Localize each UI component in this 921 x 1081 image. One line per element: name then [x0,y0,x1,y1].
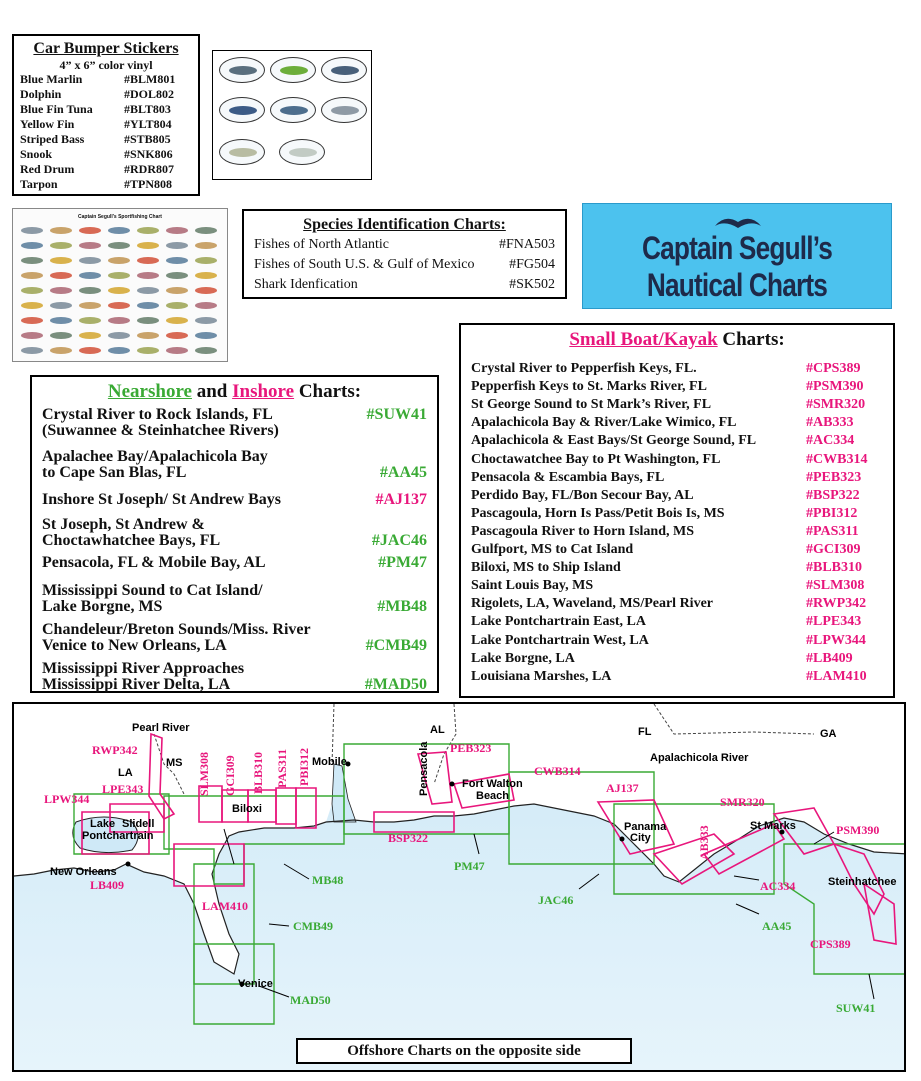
map-chart-slm308: SLM308 [197,751,211,796]
logo-line-1: Captain Segull’s [641,230,833,266]
smallboat-item-name: Pepperfish Keys to St. Marks River, FL [471,379,707,395]
map-label-slidell: Slidell [122,818,155,830]
poster-fish-icon [79,347,101,354]
brand-logo [582,203,892,309]
species-item-name: Fishes of South U.S. & Gulf of Mexico [254,257,475,272]
smallboat-item [471,633,883,649]
sticker-thumb [270,57,316,83]
bumper-item [20,162,192,177]
smallboat-item-code: #CWB314 [806,451,868,467]
map-label-steinhatchee: Steinhatchee [828,876,897,888]
bumper-list [20,72,192,192]
map-label-ms: MS [166,757,183,769]
smallboat-item-name: St George Sound to St Mark’s River, FL [471,397,712,413]
map-chart-lpe343: LPE343 [102,782,144,796]
smallboat-item-name: Lake Pontchartrain East, LA [471,614,646,630]
smallboat-item-code: #PEB323 [806,469,862,485]
poster-fish-icon [195,317,217,324]
nearshore-item-line2: Lake Borgne, MS [42,598,163,615]
poster-fish-icon [79,242,101,249]
species-item-code: #FNA503 [498,237,555,252]
smallboat-item [471,379,883,395]
smallboat-item [471,361,883,377]
map-chart-lpw344: LPW344 [44,792,90,806]
species-item [254,235,555,255]
map-label-fl: FL [638,726,652,738]
poster-fish-icon [50,317,72,324]
poster-fish-icon [195,287,217,294]
bumper-item-name: Striped Bass [20,132,85,146]
smallboat-item-code: #SMR320 [806,397,866,413]
bumper-item-code: #SNK806 [124,147,173,161]
poster-fish-icon [137,317,159,324]
poster-fish-icon [108,287,130,294]
smallboat-item-name: Louisiana Marshes, LA [471,668,612,684]
poster-title: Captain Segull's Sportfishing Chart [78,214,162,220]
bumper-item-code: #TPN808 [124,177,172,191]
map-chart-lam410: LAM410 [202,899,248,913]
smallboat-item [471,470,883,486]
bumper-item-code: #BLM801 [124,72,176,86]
map-chart-aa45: AA45 [762,919,792,933]
smallboat-item-name: Apalachicola Bay & River/Lake Wimico, FL [471,415,737,431]
smallboat-item-name: Choctawatchee Bay to Pt Washington, FL [471,451,721,467]
map-chart-cps389: CPS389 [810,937,851,951]
bumper-item [20,177,192,192]
map-label-fort-walton-beach: Beach [476,790,510,802]
smallboat-item-code: #CPS389 [806,361,861,376]
bumper-item [20,132,192,147]
poster-fish-icon [166,317,188,324]
map-chart-pas311: PAS311 [275,748,289,788]
map-chart-rwp342: RWP342 [92,743,138,757]
poster-fish-icon [79,332,101,339]
poster-fish-icon [195,272,217,279]
map-label-la: LA [118,767,133,779]
nearshore-item [42,622,427,654]
nearshore-title-and: and [196,381,228,402]
map-chart-lb409: LB409 [90,878,125,892]
bumper-item-code: #DOL802 [124,87,175,101]
smallboat-item-name: Pensacola & Escambia Bays, FL [471,469,665,485]
poster-fish-icon [195,257,217,264]
nearshore-item-line1: Inshore St Joseph/ St Andrew Bays [42,491,282,508]
poster-fish-icon [21,302,43,309]
nearshore-item [42,555,427,571]
smallboat-item-code: #LPE343 [806,614,862,630]
sticker-thumb [279,139,325,165]
map-label-fort-walton: Fort Walton [462,778,523,790]
map-chart-suw41: SUW41 [836,1001,876,1015]
bumper-item-name: Blue Fin Tuna [20,102,93,116]
smallboat-item [471,524,883,540]
poster-fish-icon [50,332,72,339]
smallboat-item-code: #LPW344 [806,632,866,648]
map-chart-cmb49: CMB49 [293,919,333,933]
species-poster-thumbnail [12,208,228,362]
poster-fish-icon [108,257,130,264]
map-label-ga: GA [820,728,837,740]
nearshore-title-c: Charts: [298,381,362,402]
map-chart-bsp322: BSP322 [388,831,429,845]
smallboat-item-name: Pascagoula, Horn Is Pass/Petit Bois Is, MS [471,505,725,521]
bumper-item [20,102,192,117]
nearshore-title [42,380,427,404]
poster-fish-icon [108,242,130,249]
map-chart-gci309: GCI309 [223,755,237,796]
smallboat-item-code: #RWP342 [806,596,867,612]
poster-fish-icon [166,302,188,309]
poster-fish-icon [79,317,101,324]
sticker-thumb [270,97,316,123]
smallboat-item-code: #PSM390 [806,379,864,395]
nearshore-title-b: Inshore [232,381,295,402]
nearshore-item-code: #MB48 [377,598,427,615]
smallboat-item-code: #PBI312 [806,505,858,521]
poster-fish-icon [137,332,159,339]
map-chart-jac46: JAC46 [538,893,574,907]
species-charts-panel [242,209,567,299]
species-item-code: #SK502 [509,277,555,292]
sticker-thumb [321,97,367,123]
smallboat-item [471,560,883,576]
nearshore-item-line1: Mississippi Sound to Cat Island/ [42,582,263,599]
smallboat-item-code: #BLB310 [806,560,863,576]
nearshore-item-line1: Pensacola, FL & Mobile Bay, AL [42,554,266,571]
coverage-map [12,702,906,1072]
smallboat-item [471,433,883,449]
species-item [254,275,555,295]
bumper-item-name: Blue Marlin [20,72,83,86]
nearshore-item-code: #SUW41 [366,406,427,423]
smallboat-title [471,328,883,352]
map-chart-pm47: PM47 [454,859,485,873]
poster-fish-icon [166,272,188,279]
smallboat-item [471,415,883,431]
nearshore-item-line1: Apalachee Bay/Apalachicola Bay [42,448,268,465]
bumper-title: Car Bumper Stickers [33,40,179,57]
smallboat-item [471,397,883,413]
map-label-panama: Panama [624,821,667,833]
nearshore-item-line1: Chandeleur/Breton Sounds/Miss. River [42,621,311,638]
nearshore-inshore-panel [30,375,439,693]
smallboat-item-name: Perdido Bay, FL/Bon Secour Bay, AL [471,487,694,503]
nearshore-title-a: Nearshore [107,381,192,402]
smallboat-item-code: #GCI309 [806,542,861,557]
poster-fish-icon [21,257,43,264]
bumper-subtitle: 4” x 6” color vinyl [59,58,153,72]
poster-fish-icon [166,242,188,249]
bumper-item-name: Yellow Fin [20,117,75,131]
poster-fish-icon [21,332,43,339]
map-label-new-orleans: New Orleans [50,866,117,878]
bumper-item-name: Dolphin [20,87,62,101]
map-chart-ab333: AB333 [697,825,711,860]
poster-fish-icon [50,227,72,234]
map-label-al: AL [430,724,445,736]
map-chart-mad50: MAD50 [290,993,331,1007]
poster-fish-icon [108,332,130,339]
poster-fish-icon [21,317,43,324]
bumper-item-code: #STB805 [124,132,171,146]
nearshore-item [42,517,427,549]
bumper-item-name: Tarpon [20,177,58,191]
poster-fish-icon [108,347,130,354]
poster-fish-icon [50,347,72,354]
poster-fish-icon [137,347,159,354]
poster-fish-icon [195,332,217,339]
poster-fish-icon [166,287,188,294]
poster-fish-icon [108,272,130,279]
smallboat-item-code: #AC334 [806,433,855,449]
smallboat-item [471,596,883,612]
smallboat-item [471,614,883,630]
nearshore-item-code: #PM47 [378,554,427,571]
poster-fish-icon [79,272,101,279]
smallboat-item-name: Rigolets, LA, Waveland, MS/Pearl River [471,596,713,612]
map-label-city: City [630,832,651,844]
poster-fish-icon [137,287,159,294]
map-label-st-marks: St Marks [750,820,796,832]
poster-fish-icon [137,242,159,249]
map-label-pontchartrain: Pontchartrain [82,830,154,842]
species-item-name: Fishes of North Atlantic [254,237,389,252]
smallboat-item-code: #LAM410 [806,668,867,684]
map-label-mobile: Mobile [312,756,347,768]
sticker-thumb [321,57,367,83]
poster-fish-icon [137,272,159,279]
poster-fish-icon [195,302,217,309]
smallboat-item [471,542,883,558]
smallboat-item-code: #AB333 [806,415,854,431]
smallboat-item-name: Gulfport, MS to Cat Island [471,542,634,557]
smallboat-item-name: Lake Pontchartrain West, LA [471,632,649,648]
poster-fish-icon [21,242,43,249]
map-chart-ac334: AC334 [760,879,796,893]
map-chart-smr320: SMR320 [720,795,765,809]
map-label-pearl-river: Pearl River [132,722,190,734]
poster-fish-icon [50,242,72,249]
poster-fish-icon [166,227,188,234]
sticker-thumb [219,97,265,123]
smallboat-item [471,488,883,504]
map-chart-pbi312: PBI312 [297,747,311,786]
nearshore-item-code: #AA45 [379,464,427,481]
bumper-item-code: #YLT804 [124,117,172,131]
nearshore-item-code: #CMB49 [365,637,427,654]
small-boat-kayak-panel [459,323,895,698]
nearshore-item-line1: Mississippi River Approaches [42,660,245,677]
smallboat-item-name: Biloxi, MS to Ship Island [471,560,621,576]
sticker-thumb [219,57,265,83]
poster-fish-icon [79,287,101,294]
poster-fish-icon [195,347,217,354]
species-item [254,255,555,275]
smallboat-item-name: Pascagoula River to Horn Island, MS [471,523,694,539]
poster-fish-icon [21,272,43,279]
map-chart-blb310: BLB310 [251,751,265,794]
nearshore-item-code: #MAD50 [364,676,427,693]
map-chart-psm390: PSM390 [836,823,880,837]
species-item-name: Shark Idenfication [254,277,358,292]
nearshore-item [42,449,427,481]
poster-fish-icon [50,272,72,279]
poster-fish-icon [137,302,159,309]
bumper-item-code: #BLT803 [124,102,171,116]
poster-fish-icon [79,227,101,234]
smallboat-item-name: Apalachicola & East Bays/St George Sound, FL [471,433,757,449]
bumper-item-name: Snook [20,147,53,161]
smallboat-item-name: Saint Louis Bay, MS [471,578,594,594]
offshore-note: Offshore Charts on the opposite side [296,1038,632,1064]
map-label-apalachicola-river: Apalachicola River [650,752,749,764]
poster-fish-icon [166,347,188,354]
poster-fish-icon [137,257,159,264]
sticker-thumb [219,139,265,165]
species-item-code: #FG504 [509,257,555,272]
poster-fish-icon [108,317,130,324]
bumper-item [20,87,192,102]
bumper-item [20,72,192,87]
nearshore-item [42,492,427,508]
logo-line-2: Nautical Charts [646,267,828,303]
sticker-thumbnails [212,50,372,180]
nearshore-item [42,407,427,439]
map-label-pensacola: Pensacola [418,741,430,796]
poster-fish-icon [108,227,130,234]
map-chart-mb48: MB48 [312,873,344,887]
species-list [254,235,555,295]
smallboat-item [471,578,883,594]
poster-fish-icon [108,302,130,309]
nearshore-item-code: #AJ137 [375,491,427,508]
poster-fish-icon [137,227,159,234]
poster-fish-icon [50,257,72,264]
nearshore-item-code: #JAC46 [371,532,427,549]
map-label-lake: Lake [90,818,116,830]
bumper-stickers-panel [12,34,200,196]
smallboat-item [471,669,883,685]
map-chart-aj137: AJ137 [606,781,639,795]
nearshore-item [42,583,427,615]
map-chart-cwb314: CWB314 [534,764,581,778]
smallboat-item-code: #PAS311 [806,523,859,539]
poster-fish-icon [166,257,188,264]
nearshore-item-line2: to Cape San Blas, FL [42,464,187,481]
poster-fish-icon [195,242,217,249]
poster-fish-icon [195,227,217,234]
poster-fish-icon [79,302,101,309]
smallboat-item [471,452,883,468]
nearshore-item-line2: Venice to New Orleans, LA [42,637,227,654]
poster-fish-icon [21,287,43,294]
nearshore-item-line1: Crystal River to Rock Islands, FL [42,406,273,423]
nearshore-item [42,661,427,693]
smallboat-item [471,651,883,667]
smallboat-item-code: #BSP322 [806,487,860,503]
nearshore-item-line2: (Suwannee & Steinhatchee Rivers) [42,422,279,439]
bumper-item-name: Red Drum [20,162,75,176]
smallboat-item-name: Crystal River to Pepperfish Keys, FL. [471,361,697,376]
map-chart-peb323: PEB323 [450,741,492,755]
bumper-item [20,117,192,132]
map-label-biloxi: Biloxi [232,803,262,815]
map-label-venice: Venice [238,978,273,990]
nearshore-item-line1: St Joseph, St Andrew & [42,516,205,533]
smallboat-title-b: Charts: [722,329,785,350]
poster-fish-icon [79,257,101,264]
nearshore-item-line2: Mississippi River Delta, LA [42,676,231,693]
smallboat-item-code: #SLM308 [806,578,865,594]
poster-fish-icon [50,302,72,309]
bumper-item [20,147,192,162]
bumper-item-code: #RDR807 [124,162,174,176]
nearshore-item-line2: Choctawhatchee Bays, FL [42,532,221,549]
smallboat-title-a: Small Boat/Kayak [569,329,718,350]
poster-fish-icon [50,287,72,294]
poster-fish-icon [166,332,188,339]
smallboat-item-name: Lake Borgne, LA [471,650,575,666]
smallboat-item-code: #LB409 [806,650,853,666]
poster-fish-icon [21,347,43,354]
species-title: Species Identification Charts: [303,216,506,233]
poster-fish-icon [21,227,43,234]
smallboat-item [471,506,883,522]
